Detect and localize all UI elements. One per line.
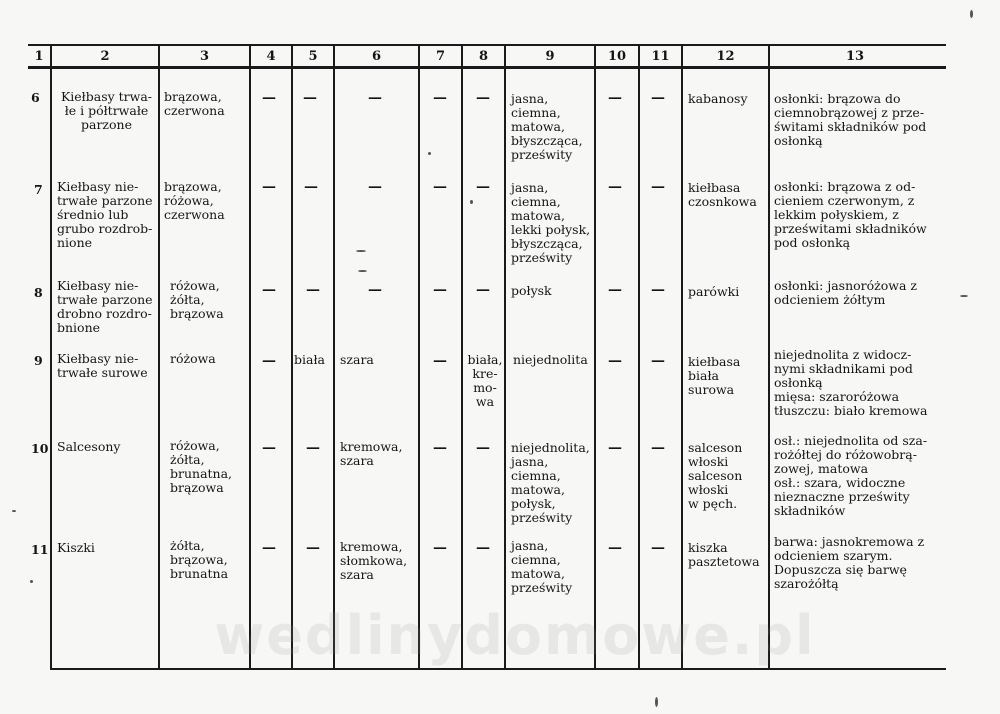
column-divider [291,44,293,670]
cell-col4: — [262,440,276,456]
cell-col4: — [262,282,276,298]
cell-col5: — [306,440,320,456]
column-divider [681,44,683,670]
cell-col11: — [651,179,665,195]
cell-col7: — [433,282,447,298]
cell-col4: — [262,540,276,556]
cell-col11: — [651,440,665,456]
column-divider [768,44,770,670]
column-header-4: 4 [266,49,276,64]
cell-col8: — [476,90,490,106]
column-header-7: 7 [435,49,446,64]
column-divider [461,44,463,670]
row-number: 11 [31,542,49,557]
cell-col10: — [608,90,622,106]
column-divider [638,44,640,670]
column-divider [249,44,251,670]
cell-col10: — [608,540,622,556]
cell-col11: — [651,90,665,106]
cell-col7: — [433,440,447,456]
cell-col9: niejednolita [513,352,588,367]
cell-col11: — [651,540,665,556]
cell-col8: — [476,282,490,298]
scan-speck [960,295,968,297]
scan-speck [428,152,431,155]
product-group-name: Salcesony [57,439,121,454]
cell-col12: kiszka pasztetowa [688,540,760,569]
cell-col6: — [368,179,382,195]
cell-col6: kremowa, słomkowa, szara [340,539,408,582]
product-group-name: Kiełbasy trwa- łe i półtrwałe parzone [60,89,153,132]
product-group-name: Kiszki [57,540,95,555]
product-group-name: Kiełbasy nie- trwałe parzone drobno rozdro- bnione [57,278,153,335]
scan-speck [12,510,16,512]
cell-col3: różowa, żółta, brązowa [170,278,224,321]
row-number: 6 [31,90,40,105]
cell-col10: — [608,179,622,195]
cell-col6: szara [340,352,374,367]
watermark: wedlinydomowe.pl [214,604,816,667]
cell-col5: — [303,90,317,106]
column-header-2: 2 [100,49,110,64]
cell-col9: niejednolita, jasna, ciemna, matowa, połysk, prześwity [511,440,590,525]
cell-col4: — [262,90,276,106]
cell-col11: — [651,282,665,298]
product-group-name: Kiełbasy nie- trwałe surowe [57,351,148,380]
cell-col6: — [368,90,382,106]
cell-col4: — [262,179,276,195]
row-number: 10 [31,441,49,456]
cell-col8: — [476,179,490,195]
cell-col12: salceson włoski salceson włoski w pęch. [688,440,743,511]
column-header-8: 8 [478,49,489,64]
cell-col12: kabanosy [688,91,748,106]
cell-col13: barwa: jasnokremowa z odcieniem szarym. Dopuszcza się barwę szarożółtą [774,534,925,591]
column-header-5: 5 [308,49,318,64]
product-group-name: Kiełbasy nie- trwałe parzone średnio lub grubo rozdrob- nione [57,179,153,250]
cell-col12: kiełbasa czosnkowa [688,180,757,209]
row-number: 9 [34,353,43,368]
cell-col4: — [262,353,276,369]
column-divider [504,44,506,670]
cell-col13: osłonki: brązowa do ciemnobrązowej z prze- świtami składników pod osłonką [774,91,927,148]
scan-speck [356,250,366,252]
row-number: 7 [34,182,43,197]
cell-col5: — [306,540,320,556]
cell-col13: niejednolita z widocz- nymi składnikami pod osłonką mięsa: szaroróżowa tłuszczu: biało kremowa [774,347,928,418]
table-bottom-rule [52,668,946,670]
row-number: 8 [34,285,43,300]
cell-col7: — [433,179,447,195]
cell-col11: — [651,353,665,369]
cell-col7: — [433,540,447,556]
scan-speck [470,200,473,204]
cell-col3: różowa [170,351,216,366]
cell-col7: — [433,353,447,369]
cell-col3: żółta, brązowa, brunatna [170,538,229,581]
cell-col7: — [433,90,447,106]
cell-col13: osłonki: brązowa z od- cieniem czerwonym, z lekkim połyskiem, z prześwitami składników pod osłonką [774,179,927,250]
cell-col10: — [608,440,622,456]
cell-col9: połysk [511,283,552,298]
cell-col5: — [306,282,320,298]
cell-col5: biała [294,352,325,367]
column-header-1: 1 [34,49,44,64]
cell-col8: biała, kre- mo- wa [467,352,503,409]
column-header-3: 3 [199,49,210,64]
cell-col6: kremowa, szara [340,439,403,468]
cell-col8: — [476,540,490,556]
cell-col6: — [368,282,382,298]
column-header-11: 11 [651,49,670,64]
column-header-10: 10 [607,49,627,64]
cell-col13: osł.: niejednolita od sza- rożółtej do różowobrą- zowej, matowa osł.: szara, widoczne nieznaczne prześwity składników [774,433,928,518]
scan-speck [655,697,658,707]
cell-col3: brązowa, różowa, czerwona [164,179,225,222]
header-bottom-rule [28,66,946,69]
scan-speck [30,580,33,583]
scan-speck [970,10,973,18]
cell-col10: — [608,282,622,298]
column-divider [158,44,160,670]
scan-speck [358,270,367,272]
cell-col9: jasna, ciemna, matowa, prześwity [511,538,573,595]
column-divider [50,44,52,670]
cell-col8: — [476,440,490,456]
column-divider [333,44,335,670]
cell-col9: jasna, ciemna, matowa, błyszcząca, prześwity [511,91,583,162]
column-header-9: 9 [545,49,555,64]
cell-col12: kiełbasa biała surowa [688,354,741,397]
column-header-12: 12 [716,49,735,64]
column-header-6: 6 [371,49,382,64]
cell-col3: różowa, żółta, brunatna, brązowa [170,438,233,495]
cell-col13: osłonki: jasnoróżowa z odcieniem żółtym [774,278,917,307]
table-top-rule [28,44,946,46]
cell-col5: — [304,179,318,195]
cell-col10: — [608,353,622,369]
column-divider [594,44,596,670]
column-header-13: 13 [845,49,865,64]
cell-col12: parówki [688,284,740,299]
cell-col3: brązowa, czerwona [164,89,225,118]
cell-col9: jasna, ciemna, matowa, lekki połysk, błyszcząca, prześwity [511,180,591,265]
column-divider [418,44,420,670]
